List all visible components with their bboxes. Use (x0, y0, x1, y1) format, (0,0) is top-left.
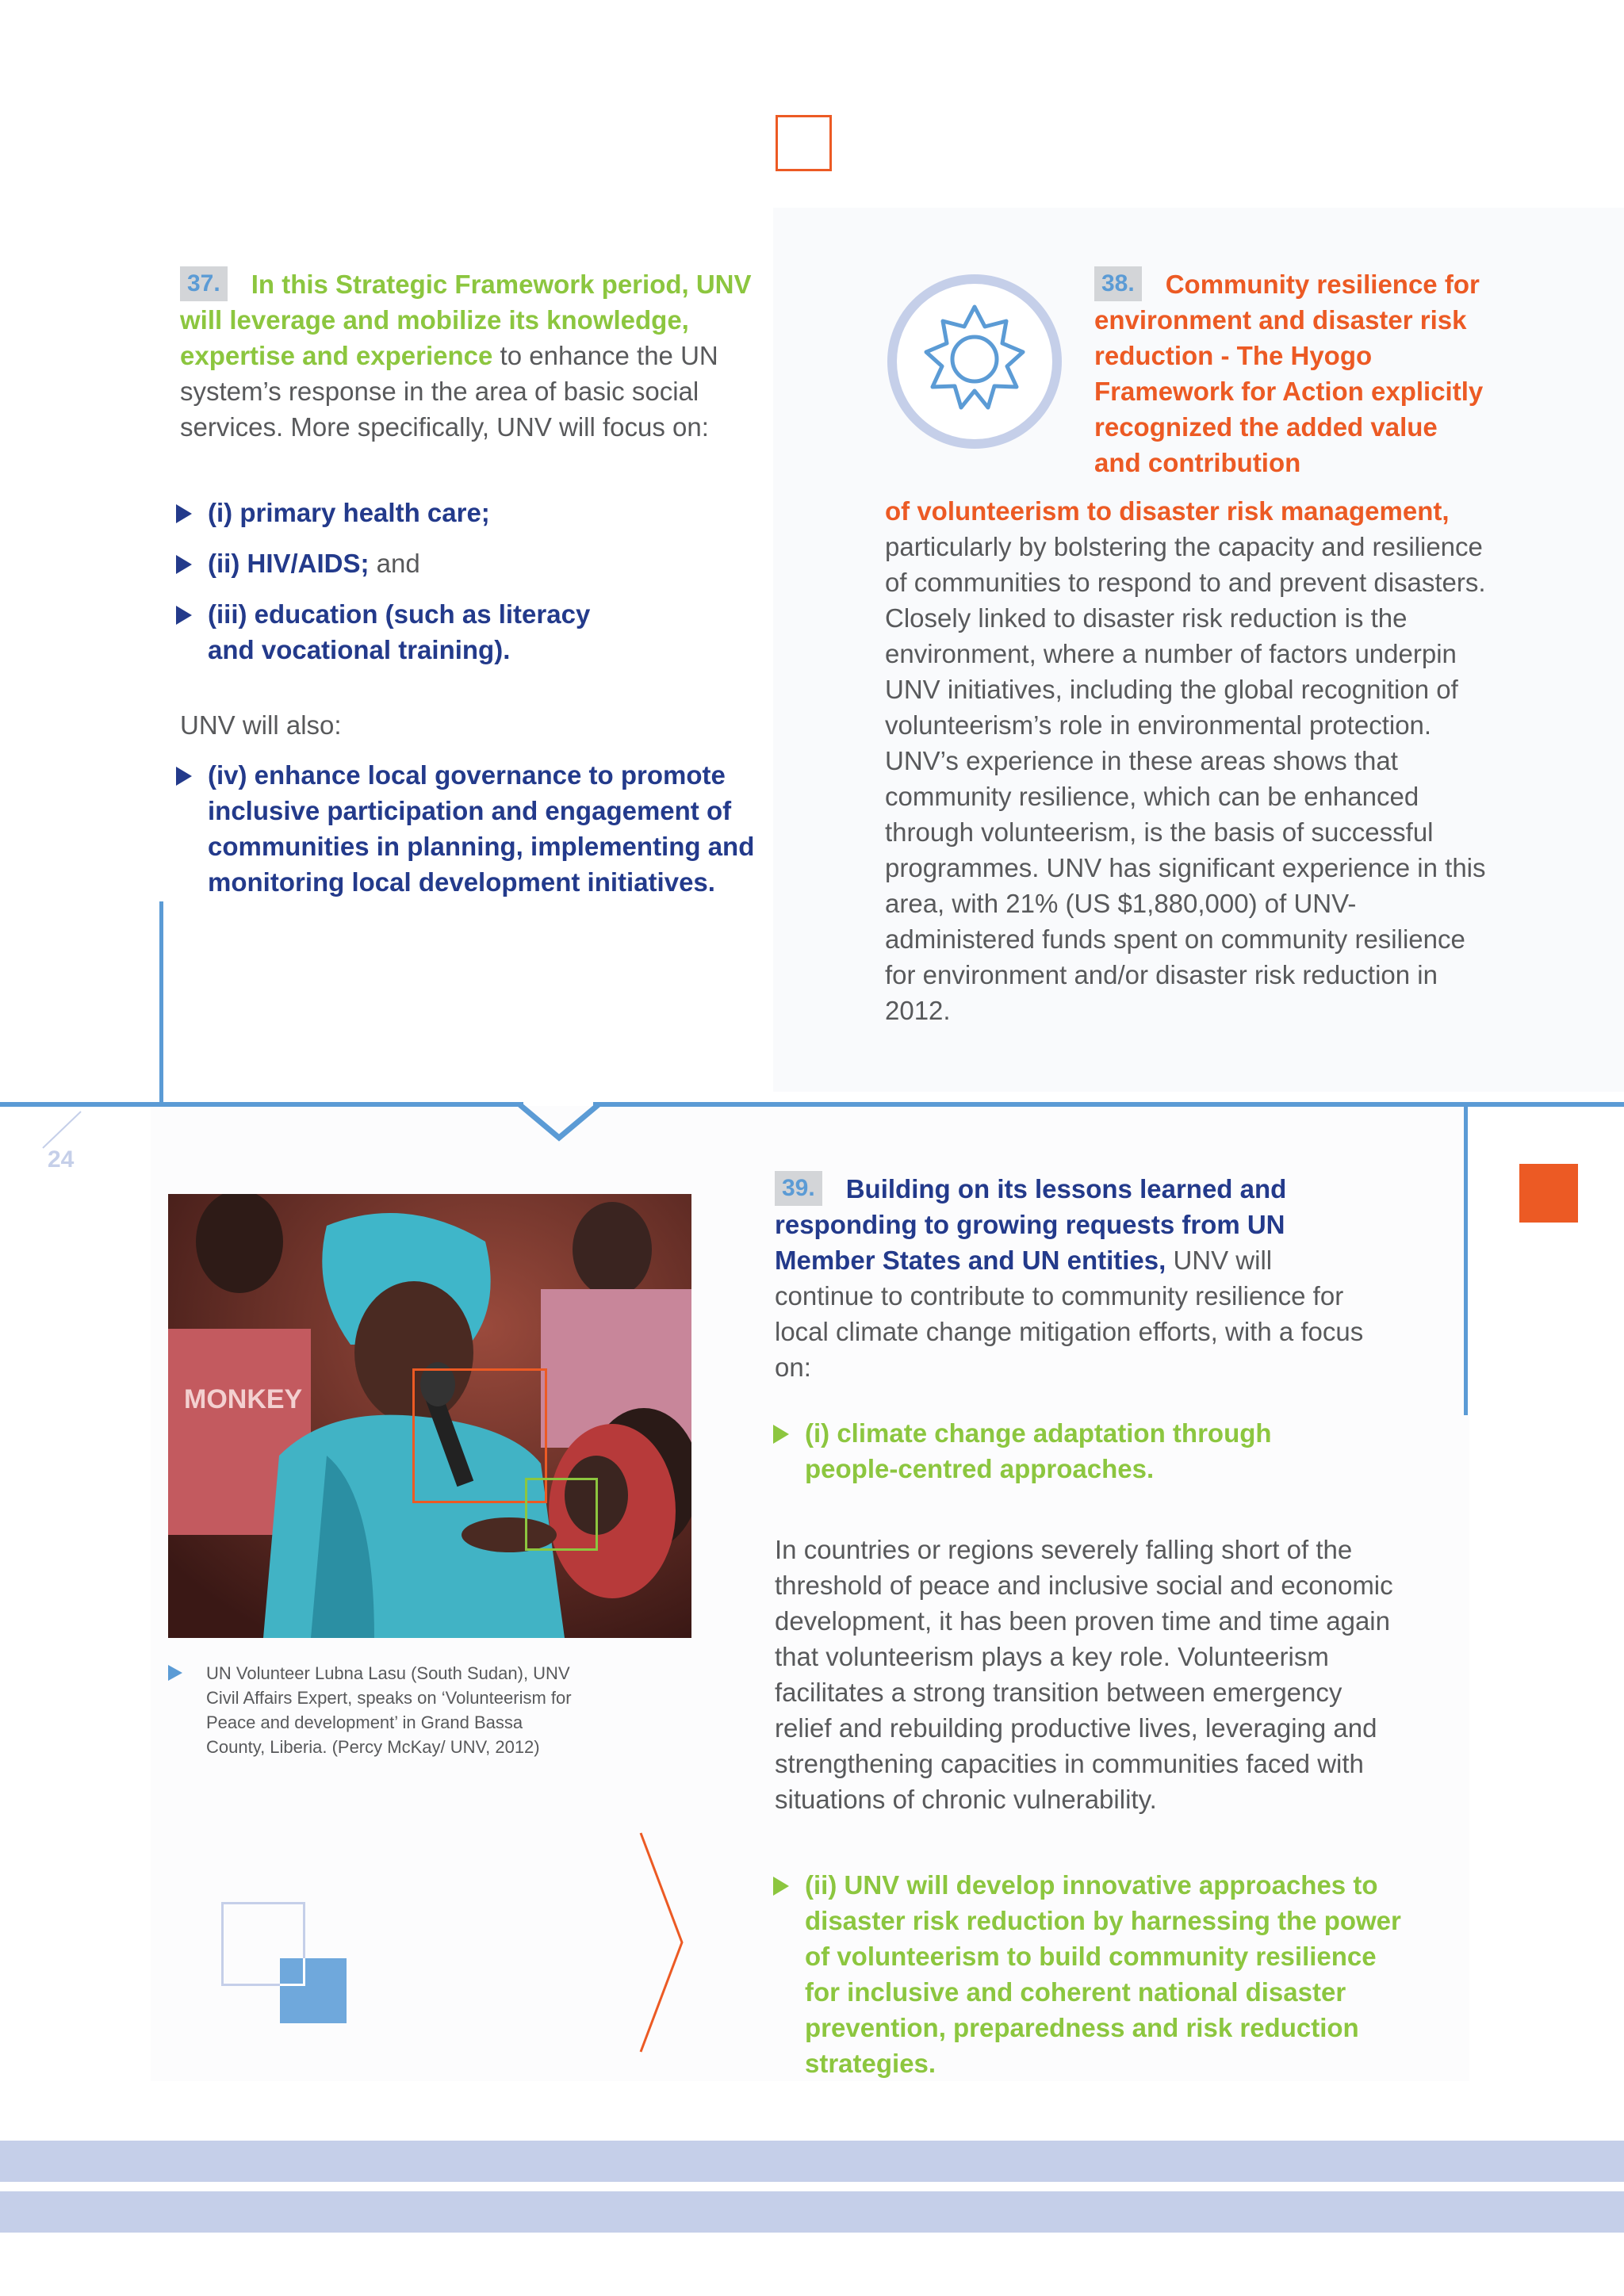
page-number-slash (41, 1110, 89, 1150)
horizontal-divider-left (0, 1102, 523, 1107)
caption-arrow-icon (168, 1665, 182, 1681)
shirt-text: MONKEY (184, 1384, 303, 1414)
bullet-arrow-icon (773, 1877, 789, 1896)
orange-square-outline (776, 115, 832, 171)
section-39-paragraph (775, 1171, 1377, 1385)
section-39-number: 39. (775, 1171, 822, 1206)
chevron-down-icon (515, 1100, 603, 1144)
horizontal-divider-right (593, 1102, 1624, 1107)
section-37-also: UNV will also: (180, 710, 342, 740)
section-38-rest: particularly by bolstering the capacity and resilience of communities to respond to and prevent disasters. Closely linked to disaster risk reduction is the environment, where a number of factors underpin UNV initiatives, including the global recognition of volunteerism’s role in environmental protection. UNV’s experience in these areas shows that community resilience, which can be enhanced through volunteerism, is the basis of successful programmes. UNV has significant experience in this area, with 21% (US $1,880,000) of UNV-administered funds spent on community resilience for environment and/or disaster risk reduction in 2012. (885, 532, 1486, 1025)
section-37-rest: to enhance the UN system’s response in the area of basic social services. More specifically, UNV will focus on: (180, 341, 718, 442)
green-frame-overlay (525, 1478, 598, 1551)
section-37-lead: In this Strategic Framework period, UNV will leverage and mobilize its knowledge, expertise and experience (180, 270, 752, 370)
section-37-bullet-2: (ii) HIV/AIDS; and (176, 545, 795, 581)
photo-caption: UN Volunteer Lubna Lasu (South Sudan), UNV Civil Affairs Expert, speaks on ‘Volunteerism for Peace and development’ in Grand Bassa County, Liberia. (Percy McKay/ UNV, 2012) (168, 1661, 580, 1759)
section-39-bullet-1: (i) climate change adaptation through people-centred approaches. (773, 1415, 1344, 1487)
section-39-lead: Building on its lessons learned and responding to growing requests from UN Member States and UN entities, (775, 1174, 1287, 1275)
vertical-rule-left (159, 901, 163, 1104)
section-38-lead: Community resilience for environment and disaster risk reduction - The Hyogo Framework for Action explicitly recognized the added value and contribution (1094, 270, 1484, 477)
section-39-body: In countries or regions severely falling short of the threshold of peace and inclusive social and economic development, it has been proven time and time again that volunteerism plays a key role. Volunteerism facilitates a strong transition between emergency relief and rebuilding productive lives, leveraging and strengthening capacities in communities faced with situations of chronic vulnerability. (775, 1535, 1393, 1814)
footer-band-1 (0, 2141, 1624, 2182)
section-39-bullet-2: (ii) UNV will develop innovative approaches to disaster risk reduction by harnessing the power of volunteerism to build community resilience for inclusive and coherent national disaster prevention, preparedness and risk reduction strategies. (773, 1867, 1408, 2081)
section-38-lead-block (1094, 266, 1487, 480)
section-38-number: 38. (1094, 266, 1142, 301)
section-37-bullet-4: (iv) enhance local governance to promote inclusive participation and engagement of communities in planning, implementing and monitoring local development initiatives. (176, 757, 795, 900)
bullet-arrow-icon (773, 1425, 789, 1444)
page-number: 24 (48, 1146, 75, 1173)
sun-gear-icon (887, 274, 1063, 450)
section-37-bullet-1: (i) primary health care; (176, 495, 795, 530)
blue-square-outline-overlap (280, 1958, 305, 1986)
section-37-number: 37. (180, 266, 228, 301)
photo (168, 1194, 691, 1638)
section-37-paragraph (180, 266, 799, 445)
bullet-arrow-icon (176, 504, 192, 523)
section-39-rest: UNV will continue to contribute to community resilience for local climate change mitigation efforts, with a focus on: (775, 1246, 1364, 1382)
section-38-body: of volunteerism to disaster risk management, particularly by bolstering the capacity and resilience of communities to respond to and prevent disasters. Closely linked to disaster risk reduction is the environment, where a number of factors underpin UNV initiatives, including the global recognition of volunteerism’s role in environmental protection. UNV’s experience in these areas shows that community resilience, which can be enhanced through volunteerism, is the basis of successful programmes. UNV has significant experience in this area, with 21% (US $1,880,000) of UNV-administered funds spent on community resilience for environment and/or disaster risk reduction in 2012. (885, 496, 1486, 1025)
vertical-rule-right (1464, 1106, 1468, 1415)
bullet-arrow-icon (176, 767, 192, 786)
orange-chevron-right-icon (634, 1831, 690, 2053)
bullet-arrow-icon (176, 606, 192, 625)
section-37-bullet-3: (iii) education (such as literacy and vocational training). (176, 596, 620, 668)
orange-square (1519, 1164, 1578, 1223)
bullet-arrow-icon (176, 555, 192, 574)
footer-band-2 (0, 2191, 1624, 2233)
